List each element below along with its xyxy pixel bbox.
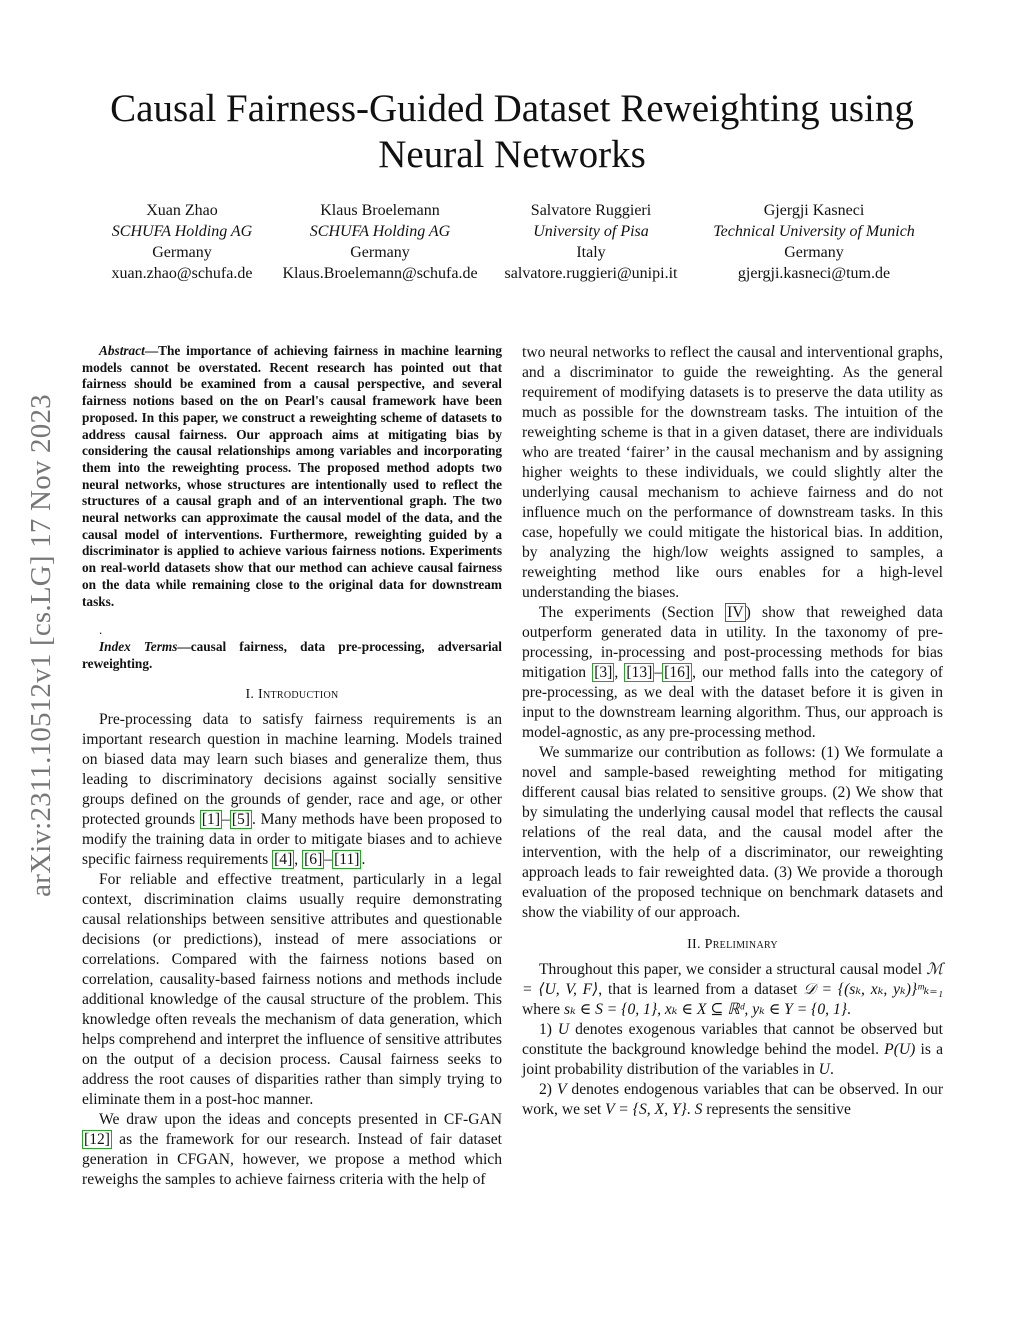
abstract-lead: Abstract — [99, 343, 145, 358]
citation-link[interactable]: [3] — [594, 664, 613, 681]
text-run: . — [361, 850, 366, 868]
author-country: Germany — [784, 244, 844, 261]
author-1 — [112, 200, 253, 284]
text-run: . — [847, 1001, 851, 1018]
math-expression: ℳ = ⟨U, V, F⟩ — [522, 961, 943, 998]
citation-link[interactable]: [1] — [201, 810, 221, 828]
math-expression: U — [557, 1021, 570, 1038]
abstract — [82, 343, 502, 610]
math-expression: P(U) — [884, 1041, 916, 1058]
intro-paragraph-3 — [82, 1110, 502, 1190]
math-expression: V — [556, 1081, 567, 1098]
math-expression: 𝒟 = {(sₖ, xₖ, yₖ)}ᵐₖ₌₁ — [803, 981, 943, 998]
citation-link[interactable]: [6] — [304, 850, 323, 868]
citation-link[interactable]: [16] — [664, 664, 691, 681]
author-affiliation: University of Pisa — [533, 223, 649, 240]
text-run: represents the sensitive — [702, 1101, 851, 1118]
text-run: , that is learned from a dataset — [598, 981, 804, 998]
text-run: , — [614, 664, 625, 681]
author-2 — [282, 200, 477, 284]
citation-link[interactable]: [12] — [84, 1130, 110, 1148]
text-run: 1) — [539, 1021, 558, 1038]
intro-paragraph-4 — [522, 603, 943, 743]
text-run: We draw upon the ideas and concepts presented in CF-GAN — [99, 1110, 502, 1128]
author-email: Klaus.Broelemann@schufa.de — [282, 265, 478, 282]
intro-paragraph-3-continued: two neural networks to reflect the causal and interventional graphs, and a discriminator to guide the reweighting. As the general requirement of modifying datasets is to preserve the data utility as much as possible for the downstream tasks. The intuition of the reweighting scheme is that in a given dataset, there are individuals who are treated ‘fairer’ in the causal mechanism and by assigning higher weights to these individuals, we could slightly alter the underlying causal mechanism to achieve fairness and do not influence much on the performance of downstream tasks. In this case, hopefully we could mitigate the historical bias. In addition, by analyzing the high/low weights assigned to samples, a reweighting method like ours enables for a high-level understanding the biases. — [522, 344, 943, 601]
intro-paragraph-5: We summarize our contribution as follows: (1) We formulate a novel and sample-based reweighting method for mitigating different causal bias related to sensitive groups. (2) We show that by simulating the underlying causal model that reflects the causal relations of the real data, and the causal model after the intervention, with the help of a discriminator, our reweighting approach leads to fair reweighted data. (3) We provide a thorough evaluation of the proposed technique on benchmark datasets and show the viability of our approach. — [522, 744, 943, 921]
math-expression: sₖ ∈ S = {0, 1}, xₖ ∈ X ⊆ ℝᵈ, yₖ ∈ Y = {0, 1} — [564, 1001, 847, 1018]
text-run: 2) — [539, 1081, 557, 1098]
text-run: is a joint probability distribution of the variables in — [522, 1041, 943, 1078]
citation-link[interactable]: [4] — [274, 850, 293, 868]
prelim-item-2 — [522, 1080, 943, 1120]
intro-paragraph-1 — [82, 710, 502, 870]
author-name: Salvatore Ruggieri — [530, 202, 652, 219]
prelim-item-1 — [522, 1020, 943, 1080]
text-run: . Many methods have been proposed to modify the training data in order to mitigate biases and to achieve specific fairness requirements — [82, 810, 502, 868]
right-column — [522, 343, 943, 1120]
author-affiliation: SCHUFA Holding AG — [111, 223, 253, 240]
author-email: salvatore.ruggieri@unipi.it — [504, 265, 678, 282]
text-run: , — [294, 850, 303, 868]
text-run: as the framework for our research. Instead of fair dataset generation in CFGAN, however, we propose a method which reweighs the samples to achieve fairness criteria with the help of — [82, 1130, 502, 1188]
text-run: – — [324, 850, 333, 868]
author-affiliation: SCHUFA Holding AG — [309, 223, 451, 240]
text-run: . — [829, 1061, 834, 1078]
math-expression: V = {S, X, Y} — [605, 1101, 687, 1118]
author-email: xuan.zhao@schufa.de — [111, 265, 253, 282]
author-name: Gjergji Kasneci — [763, 202, 865, 219]
text-run: – — [222, 810, 230, 828]
arxiv-stamp-text: arXiv:2311.10512v1 [cs.LG] 17 Nov 2023 — [24, 393, 57, 897]
citation-link[interactable]: [5] — [231, 810, 250, 828]
text-run: where — [522, 1001, 564, 1018]
arxiv-stamp — [20, 345, 62, 945]
left-column — [82, 343, 502, 1190]
paper-title: Causal Fairness-Guided Dataset Reweighting using Neural Networks — [110, 87, 914, 176]
author-affiliation: Technical University of Munich — [713, 223, 915, 240]
text-run: denotes exogenous variables that cannot be observed but constitute the background knowledge behind the model. — [522, 1021, 943, 1058]
stray-dot: . — [99, 622, 103, 638]
section-heading-preliminary: II. Preliminary — [687, 937, 778, 952]
text-run: Throughout this paper, we consider a structural causal model — [539, 961, 927, 978]
text-run: The experiments (Section — [539, 604, 726, 621]
math-expression: S — [694, 1101, 703, 1118]
text-run: , our method falls into the category of pre-processing, as we deal with the dataset before it is given in input to the downstream learning algorithm. Thus, our approach is model-agnostic, as any pre-processing method. — [522, 664, 943, 741]
author-name: Klaus Broelemann — [320, 202, 440, 219]
prelim-paragraph-1 — [522, 960, 943, 1020]
math-expression: U — [818, 1061, 830, 1078]
text-run: Pre-processing data to satisfy fairness requirements is an important research question in machine learning. Models trained on biased data may learn such biases and generalize them, thus leading to discriminatory decisions against socially sensitive groups defined on the grounds of gender, race and age, or other protected grounds — [82, 710, 502, 828]
section-heading-introduction: I. Introduction — [245, 686, 339, 702]
author-email: gjergji.kasneci@tum.de — [737, 265, 891, 282]
citation-link[interactable]: [11] — [334, 850, 360, 868]
citation-link[interactable]: [13] — [626, 664, 653, 681]
intro-paragraph-2: For reliable and effective treatment, particularly in a legal context, discrimination claims usually require demonstrating causal relationships between sensitive attributes and questionable decisions (or predictions), instead of mere associations or correlations. Compared with the fairness notions based on correlation, causality-based fairness notions and methods include additional knowledge of the causal structure of the problem. This knowledge often reveals the mechanism of data generation, which helps comprehend and interpret the influence of sensitive attributes on the output of a decision process. Causal fairness seeks to address the root causes of disparities rather than simply trying to eliminate them in a post-hoc manner. — [82, 870, 502, 1108]
author-country: Italy — [576, 244, 606, 261]
author-name: Xuan Zhao — [146, 202, 218, 219]
index-terms — [82, 639, 502, 672]
index-terms-lead: Index Terms — [99, 639, 178, 655]
section-ref-link[interactable]: IV — [727, 604, 744, 621]
index-terms-text: —causal fairness, data pre-processing, adversarial reweighting. — [82, 639, 503, 671]
text-run: denotes endogenous variables that can be observed. In our work, we set — [522, 1081, 944, 1118]
text-run: – — [654, 664, 663, 681]
text-run: . — [686, 1101, 695, 1118]
author-country: Germany — [152, 244, 212, 261]
abstract-text: —The importance of achieving fairness in machine learning models cannot be overstated. Recent research has pointed out that fairness should be examined from a causal perspective, and several fairness notions based on the on Pearl's causal framework have been proposed. In this paper, we construct a reweighting scheme of datasets to address causal fairness. Our approach aims at mitigating bias by considering the causal relationships among variables and incorporating them into the reweighting process. The proposed method adopts two neural networks, whose structures are intentionally used to reflect the structures of a causal graph and of an interventional graph. The two neural networks can approximate the causal model of the data, and the causal model of interventions. Furthermore, reweighting guided by a discriminator is applied to achieve various fairness notions. Experiments on real-world datasets show that our method can achieve causal fairness on the data while remaining close to the original data for downstream tasks. — [82, 343, 502, 609]
author-3 — [505, 200, 678, 284]
author-country: Germany — [350, 244, 410, 261]
author-4 — [713, 200, 915, 284]
text-run: ) show that reweighed data outperform generated data in utility. In the taxonomy of pre-processing, in-processing and post-processing methods for bias mitigation — [522, 604, 943, 681]
